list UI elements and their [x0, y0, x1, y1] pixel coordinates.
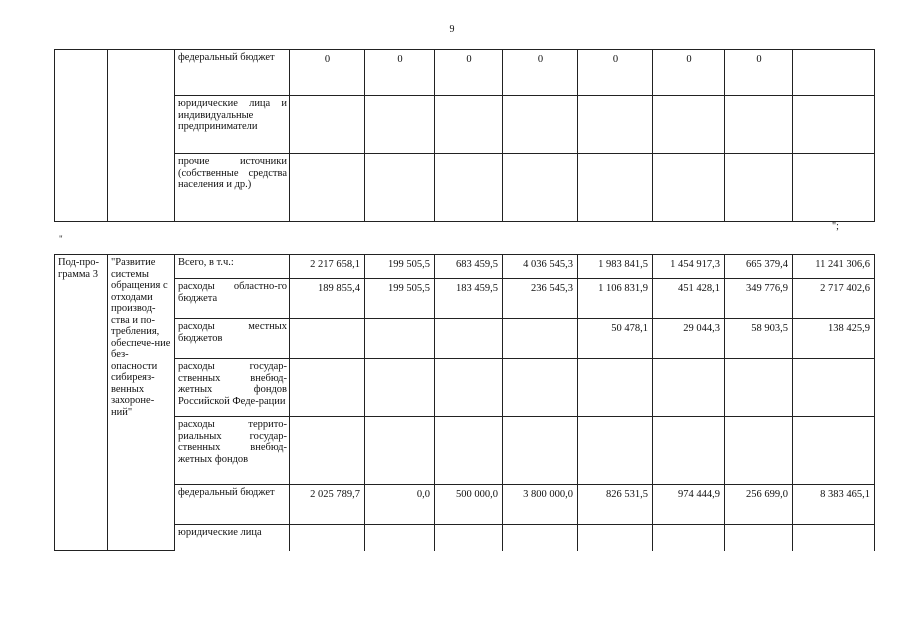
table-row	[55, 359, 875, 417]
value-cell	[503, 154, 578, 222]
value-cell	[290, 525, 365, 551]
table-row	[55, 417, 875, 485]
value-cell	[725, 154, 793, 222]
table-row	[55, 50, 875, 96]
program-name-cell	[108, 50, 175, 222]
table-row	[55, 525, 875, 551]
table-row	[55, 255, 875, 279]
value-cell	[653, 525, 725, 551]
table-row	[55, 154, 875, 222]
value-cell	[793, 50, 875, 96]
table-row	[55, 96, 875, 154]
value-cell: 500 000,0	[435, 485, 503, 525]
value-cell: 0,0	[365, 485, 435, 525]
funding-source-cell: юридические лица и индивидуальные предприниматели	[175, 96, 290, 154]
value-cell: 58 903,5	[725, 319, 793, 359]
value-cell: 8 383 465,1	[793, 485, 875, 525]
table-row	[55, 319, 875, 359]
funding-source-cell: расходы местных бюджетов	[175, 319, 290, 359]
value-cell	[793, 154, 875, 222]
value-cell: 1 454 917,3	[653, 255, 725, 279]
program-name: "Развитие системы обращения с отходами производ-ства и по-требления, обеспече-ние без-опасности сибиреяз-венных захороне-ний"	[108, 255, 175, 551]
value-cell: 2 717 402,6	[793, 279, 875, 319]
table-row	[55, 485, 875, 525]
subprogram-funding-table	[54, 254, 875, 551]
value-cell: 0	[365, 50, 435, 96]
value-cell	[503, 319, 578, 359]
value-cell	[290, 154, 365, 222]
value-cell: 826 531,5	[578, 485, 653, 525]
value-cell: 451 428,1	[653, 279, 725, 319]
funding-source-cell: федеральный бюджет	[175, 50, 290, 96]
value-cell	[290, 319, 365, 359]
value-cell	[290, 359, 365, 417]
value-cell	[435, 154, 503, 222]
value-cell	[653, 96, 725, 154]
value-cell: 0	[435, 50, 503, 96]
funding-source-cell: расходы террито-риальных государ-ственных внебюд-жетных фондов	[175, 417, 290, 485]
value-cell	[793, 96, 875, 154]
value-cell	[435, 359, 503, 417]
value-cell	[653, 417, 725, 485]
value-cell	[435, 417, 503, 485]
value-cell: 683 459,5	[435, 255, 503, 279]
funding-source-cell: прочие источники (собственные средства населения и др.)	[175, 154, 290, 222]
value-cell	[365, 96, 435, 154]
value-cell	[435, 96, 503, 154]
value-cell	[578, 96, 653, 154]
value-cell	[503, 96, 578, 154]
value-cell: 199 505,5	[365, 255, 435, 279]
value-cell	[290, 96, 365, 154]
value-cell	[653, 154, 725, 222]
value-cell	[793, 359, 875, 417]
value-cell: 2 025 789,7	[290, 485, 365, 525]
value-cell	[290, 417, 365, 485]
funding-source-cell: юридические лица	[175, 525, 290, 551]
value-cell: 2 217 658,1	[290, 255, 365, 279]
value-cell	[365, 154, 435, 222]
value-cell: 138 425,9	[793, 319, 875, 359]
value-cell	[725, 525, 793, 551]
value-cell	[725, 96, 793, 154]
table-row	[55, 279, 875, 319]
value-cell	[578, 154, 653, 222]
value-cell: 50 478,1	[578, 319, 653, 359]
value-cell: 1 106 831,9	[578, 279, 653, 319]
value-cell: 4 036 545,3	[503, 255, 578, 279]
value-cell	[503, 525, 578, 551]
value-cell	[578, 525, 653, 551]
value-cell	[435, 319, 503, 359]
opening-quote: "	[59, 234, 63, 244]
value-cell: 236 545,3	[503, 279, 578, 319]
value-cell: 0	[725, 50, 793, 96]
value-cell	[725, 417, 793, 485]
value-cell: 199 505,5	[365, 279, 435, 319]
funding-table-continued	[54, 49, 875, 222]
value-cell: 349 776,9	[725, 279, 793, 319]
value-cell: 0	[578, 50, 653, 96]
closing-quote: ";	[832, 221, 839, 232]
value-cell	[725, 359, 793, 417]
value-cell	[578, 417, 653, 485]
value-cell	[365, 417, 435, 485]
value-cell	[793, 525, 875, 551]
value-cell: 256 699,0	[725, 485, 793, 525]
value-cell: 11 241 306,6	[793, 255, 875, 279]
value-cell: 189 855,4	[290, 279, 365, 319]
value-cell	[653, 359, 725, 417]
funding-source-cell: расходы государ-ственных внебюд-жетных фондов Российской Феде-рации	[175, 359, 290, 417]
page-number: 9	[449, 24, 455, 35]
value-cell: 1 983 841,5	[578, 255, 653, 279]
value-cell	[503, 417, 578, 485]
value-cell: 0	[503, 50, 578, 96]
value-cell: 183 459,5	[435, 279, 503, 319]
value-cell: 0	[290, 50, 365, 96]
funding-source-cell: Всего, в т.ч.:	[175, 255, 290, 279]
funding-source-cell: расходы областно-го бюджета	[175, 279, 290, 319]
value-cell	[503, 359, 578, 417]
value-cell: 665 379,4	[725, 255, 793, 279]
value-cell	[365, 319, 435, 359]
program-label: Под-про-грамма 3	[55, 255, 108, 551]
value-cell	[578, 359, 653, 417]
value-cell	[365, 359, 435, 417]
value-cell: 974 444,9	[653, 485, 725, 525]
value-cell	[793, 417, 875, 485]
value-cell	[365, 525, 435, 551]
value-cell: 29 044,3	[653, 319, 725, 359]
value-cell: 0	[653, 50, 725, 96]
value-cell	[435, 525, 503, 551]
value-cell: 3 800 000,0	[503, 485, 578, 525]
funding-source-cell: федеральный бюджет	[175, 485, 290, 525]
program-label-cell	[55, 50, 108, 222]
